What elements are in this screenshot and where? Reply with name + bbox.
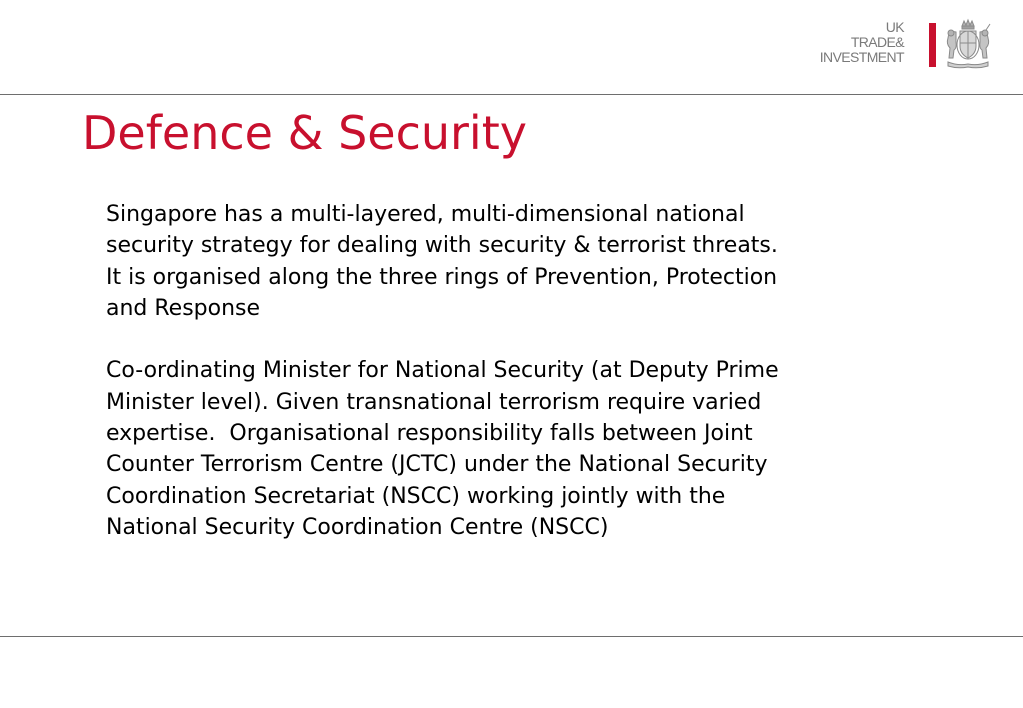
paragraph-spacer	[106, 324, 966, 355]
logo-red-bar	[929, 23, 936, 67]
footer-divider	[0, 636, 1023, 637]
body-line: Singapore has a multi-layered, multi-dimensional national	[106, 202, 745, 227]
uk-trade-investment-logo	[819, 18, 1000, 72]
body-line: expertise. Organisational responsibility falls between Joint	[106, 421, 753, 447]
logo-line-uk: UK	[885, 19, 904, 35]
body-line: Minister level). Given transnational terrorism require varied	[106, 389, 762, 415]
logo-line-investment: INVESTMENT	[819, 49, 904, 65]
royal-coat-of-arms-icon	[940, 18, 996, 70]
body-line: Counter Terrorism Centre (JCTC) under the National Security	[106, 452, 768, 478]
paragraph-security-strategy	[106, 199, 966, 324]
logo-wordmark	[820, 20, 904, 65]
body-line: and Response	[106, 295, 261, 321]
body-line: security strategy for dealing with security & terrorist threats.	[106, 233, 778, 259]
header-divider	[0, 94, 1023, 95]
paragraph-coordinating-minister	[106, 355, 966, 543]
slide-title: Defence & Security	[82, 106, 527, 160]
slide-body	[106, 199, 966, 543]
body-line: National Security Coordination Centre (NSCC)	[106, 514, 609, 540]
body-line: Coordination Secretariat (NSCC) working jointly with the	[106, 483, 726, 509]
logo-line-trade: TRADE&	[850, 34, 904, 50]
body-line: Co-ordinating Minister for National Security (at Deputy Prime	[106, 358, 779, 384]
body-line: It is organised along the three rings of Prevention, Protection	[106, 264, 778, 290]
